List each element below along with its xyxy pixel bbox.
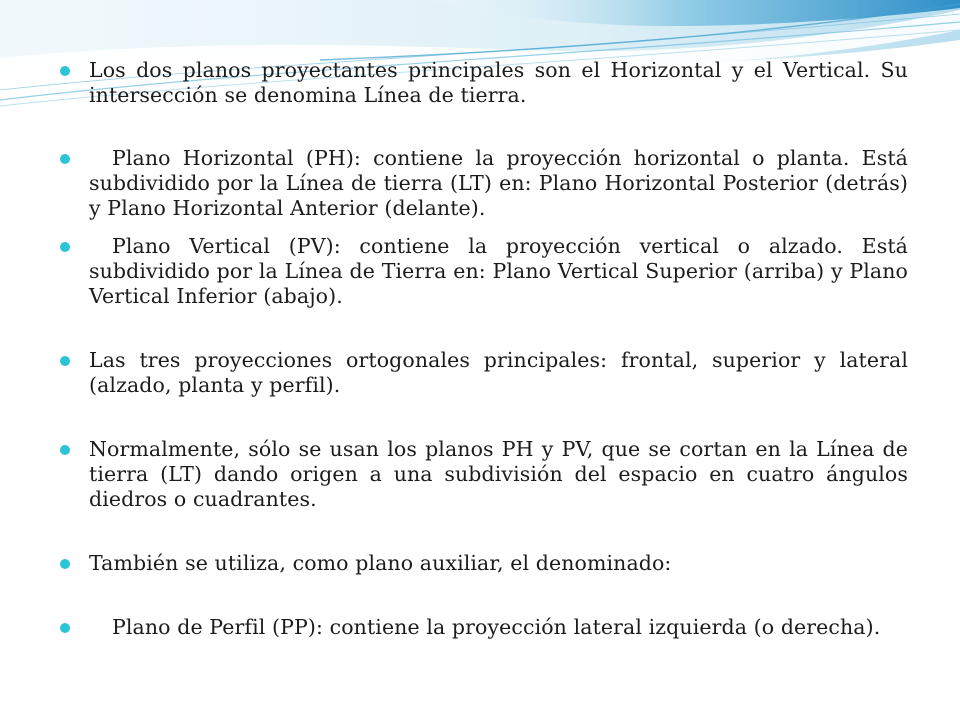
bullet-dot-icon — [60, 623, 70, 633]
bullet-text: Normalmente, sólo se usan los planos PH y PV, que se cortan en la Línea de tierra (LT) dando origen a una subdivisión del espacio en cuatro ángulos diedros o cuadrantes. — [89, 437, 908, 511]
bullet-text: Plano Horizontal (PH): contiene la proyección horizontal o planta. Está subdividido por la Línea de tierra (LT) en: Plano Horizontal Posterior (detrás) y Plano Horizontal Anterior (delante). — [89, 146, 908, 220]
bullet-dot-icon — [60, 66, 70, 76]
bullet-text: También se utiliza, como plano auxiliar, el denominado: — [89, 551, 672, 575]
bullet-dot-icon — [60, 356, 70, 366]
bullet-item — [60, 437, 908, 512]
bullet-item — [60, 146, 908, 221]
bullet-dot-icon — [60, 559, 70, 569]
bullet-item — [60, 615, 908, 640]
bullet-dot-icon — [60, 242, 70, 252]
bullet-list — [60, 58, 908, 640]
bullet-text: Plano de Perfil (PP): contiene la proyección lateral izquierda (o derecha). — [112, 615, 881, 639]
bullet-item — [60, 58, 908, 108]
bullet-item — [60, 551, 908, 576]
bullet-item — [60, 234, 908, 309]
slide-content — [60, 58, 908, 640]
bullet-dot-icon — [60, 154, 70, 164]
bullet-text: Plano Vertical (PV): contiene la proyección vertical o alzado. Está subdividido por la Línea de Tierra en: Plano Vertical Superior (arriba) y Plano Vertical Inferior (abajo). — [89, 234, 908, 308]
bullet-dot-icon — [60, 445, 70, 455]
bullet-item — [60, 348, 908, 398]
bullet-text: Las tres proyecciones ortogonales principales: frontal, superior y lateral (alzado, planta y perfil). — [89, 348, 908, 397]
bullet-text: Los dos planos proyectantes principales son el Horizontal y el Vertical. Su intersección se denomina Línea de tierra. — [89, 58, 908, 107]
